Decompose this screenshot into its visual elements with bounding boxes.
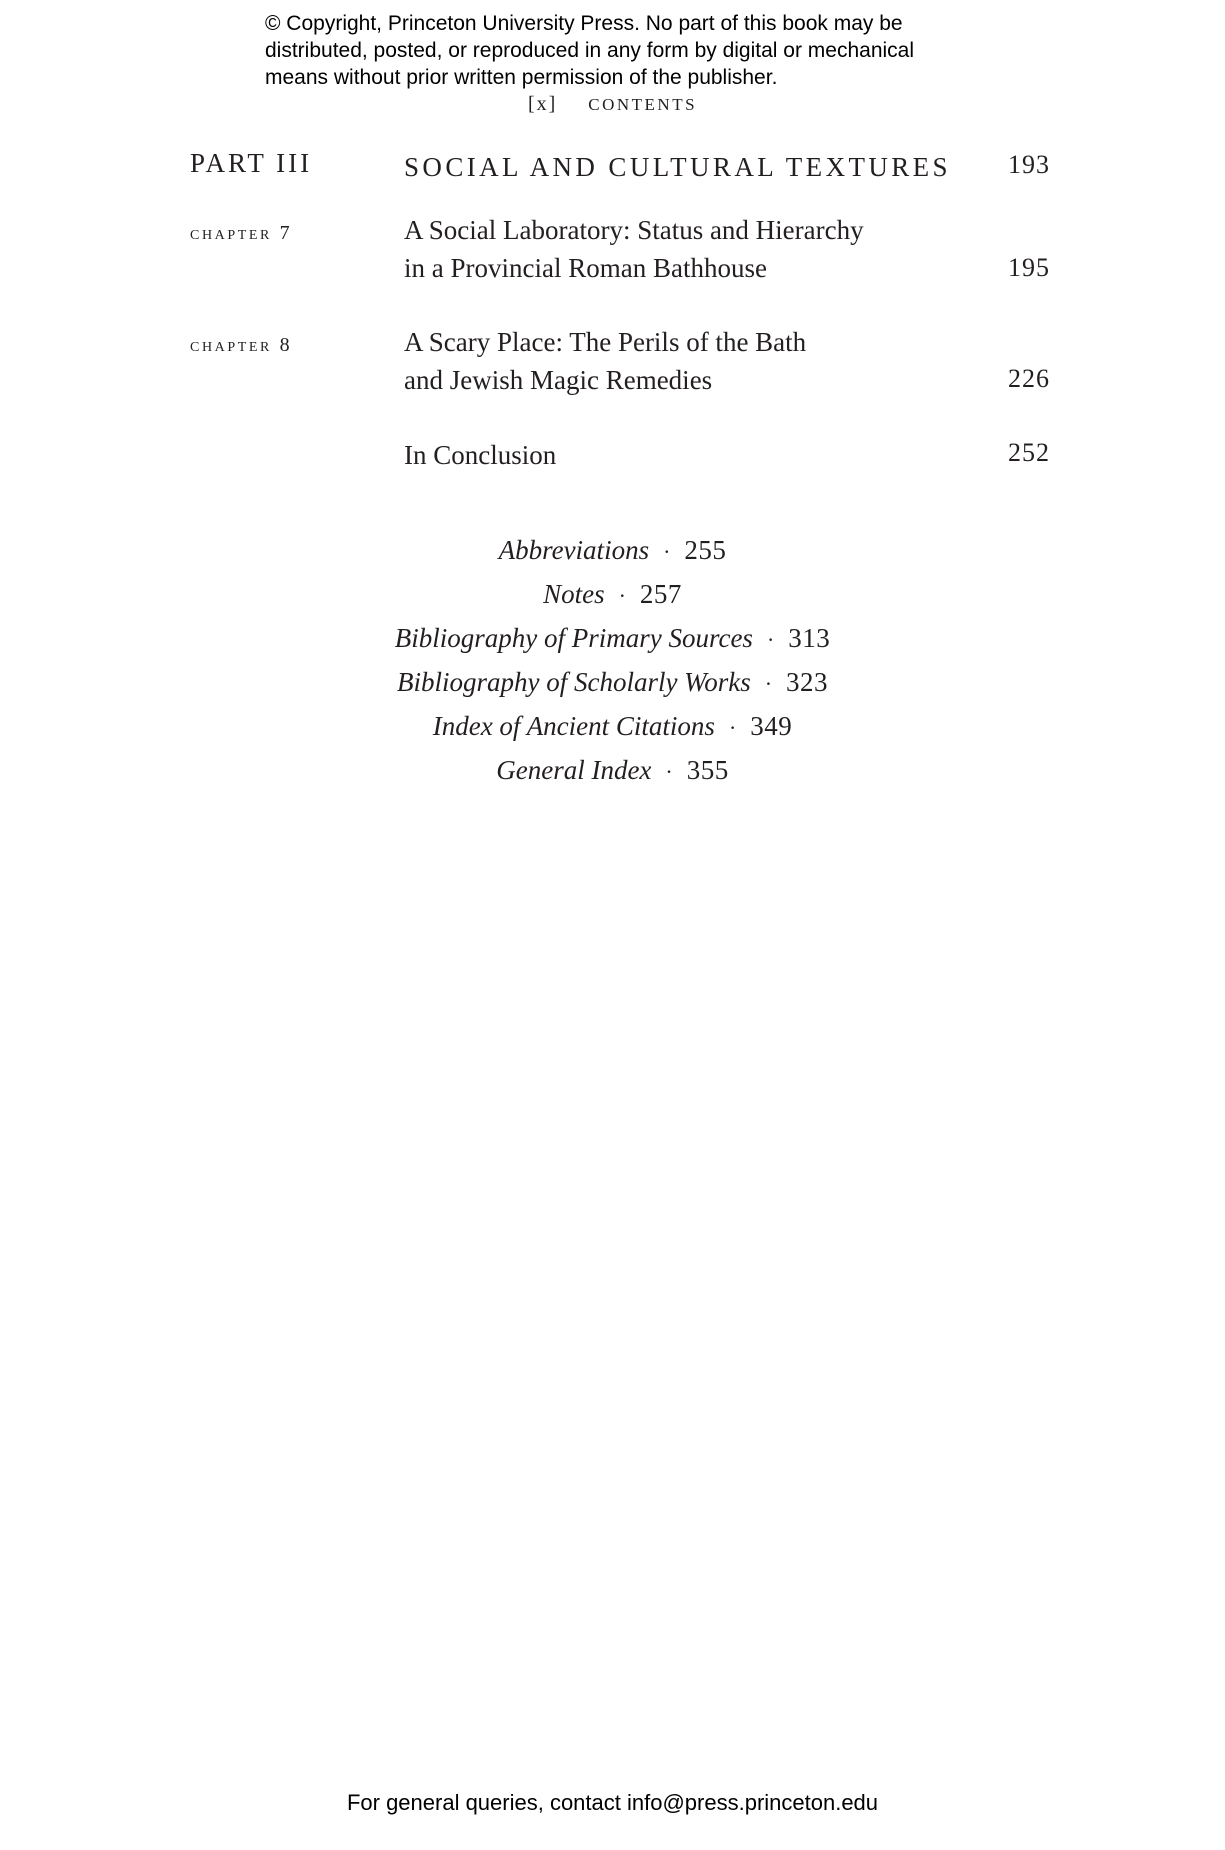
- toc-conclusion-entry[interactable]: [190, 438, 1050, 502]
- separator-dot: ·: [663, 539, 671, 564]
- copyright-line: © Copyright, Princeton University Press. No part of this book may be: [265, 12, 903, 35]
- backmatter-page-number: 355: [686, 755, 729, 785]
- backmatter-entry[interactable]: [0, 660, 1225, 704]
- backmatter-entry[interactable]: [0, 572, 1225, 616]
- chapter-title-line: A Social Laboratory: Status and Hierarchy: [404, 215, 864, 245]
- chapter-title-line: A Scary Place: The Perils of the Bath: [404, 327, 807, 357]
- backmatter-entry[interactable]: [0, 528, 1225, 572]
- backmatter-title: Notes: [543, 579, 605, 609]
- part-label: PART III: [190, 148, 313, 178]
- chapter-page-number: 226: [1008, 364, 1050, 393]
- separator-dot: ·: [728, 715, 737, 740]
- conclusion-title: In Conclusion: [404, 440, 557, 470]
- toc-part-entry[interactable]: [190, 148, 1050, 218]
- backmatter-title: Abbreviations: [498, 535, 650, 565]
- table-of-contents: [190, 148, 1050, 502]
- backmatter-entry[interactable]: [0, 704, 1225, 748]
- backmatter-list: [0, 528, 1225, 792]
- backmatter-page-number: 255: [684, 535, 727, 565]
- chapter-label: chapter 8: [190, 334, 293, 356]
- part-page-number: 193: [1008, 150, 1050, 179]
- separator-dot: ·: [665, 759, 673, 784]
- chapter-title-line: in a Provincial Roman Bathhouse: [404, 253, 767, 283]
- backmatter-title: Bibliography of Primary Sources: [394, 623, 753, 653]
- chapter-title: [404, 323, 964, 399]
- toc-chapter-entry[interactable]: [190, 327, 1050, 442]
- chapter-label: chapter 7: [190, 222, 293, 244]
- backmatter-title: General Index: [496, 755, 652, 785]
- separator-dot: ·: [764, 671, 773, 696]
- chapter-title-line: and Jewish Magic Remedies: [404, 365, 713, 395]
- part-title: SOCIAL AND CULTURAL TEXTURES: [404, 152, 951, 182]
- copyright-line: means without prior written permission of the publisher.: [265, 66, 778, 89]
- separator-dot: ·: [766, 627, 775, 652]
- backmatter-entry[interactable]: [0, 748, 1225, 792]
- toc-chapter-entry[interactable]: [190, 215, 1050, 330]
- chapter-page-number: 195: [1008, 253, 1050, 282]
- backmatter-entry[interactable]: [0, 616, 1225, 660]
- conclusion-page-number: 252: [1008, 438, 1050, 467]
- copyright-line: distributed, posted, or reproduced in any form by digital or mechanical: [265, 39, 915, 62]
- chapter-title: [404, 211, 964, 287]
- footer-contact: For general queries, contact info@press.princeton.edu: [346, 1790, 879, 1815]
- backmatter-title: Bibliography of Scholarly Works: [396, 667, 751, 697]
- backmatter-page-number: 323: [786, 667, 829, 697]
- running-head-title: CONTENTS: [588, 95, 698, 114]
- backmatter-title: Index of Ancient Citations: [432, 711, 715, 741]
- backmatter-page-number: 349: [750, 711, 793, 741]
- copyright-notice: [265, 10, 985, 91]
- backmatter-page-number: 313: [788, 623, 831, 653]
- running-head: [0, 93, 1225, 116]
- backmatter-page-number: 257: [639, 579, 682, 609]
- page-folio: [x]: [527, 93, 558, 115]
- separator-dot: ·: [618, 583, 626, 608]
